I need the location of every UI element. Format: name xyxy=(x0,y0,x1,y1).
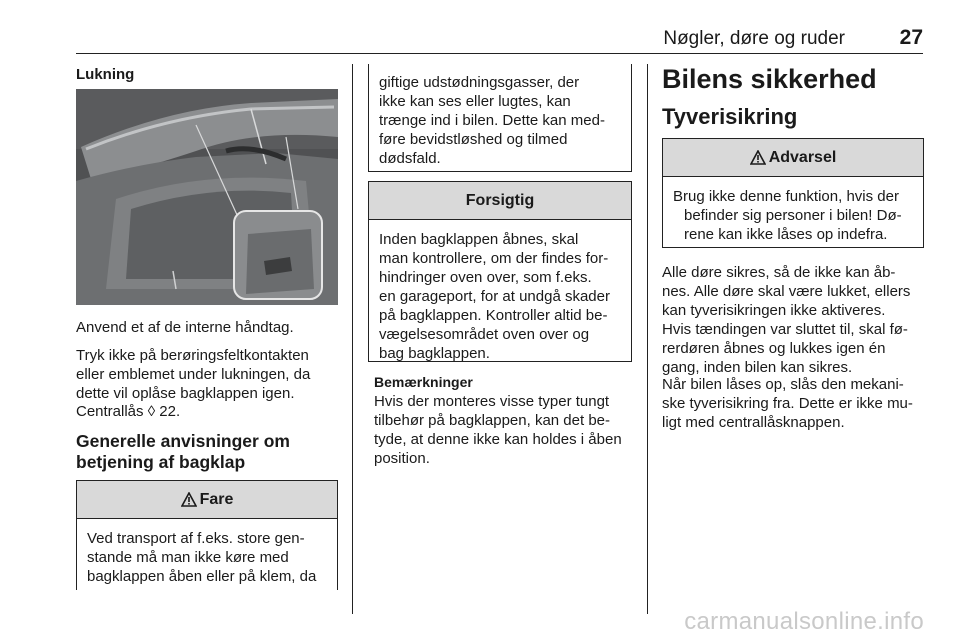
text-line: eller emblemet under lukningen, da xyxy=(76,366,311,383)
text-line: trænge ind i bilen. Dette kan med- xyxy=(379,112,605,129)
warning-box-body xyxy=(663,177,923,254)
text-line: på bagklappen. Kontroller altid be- xyxy=(379,307,608,324)
heading-line: betjening af bagklap xyxy=(76,452,246,472)
warning-triangle-icon xyxy=(750,150,766,165)
text-line: bag bagklappen. xyxy=(379,345,490,362)
text-line: Hvis der monteres visse typer tungt xyxy=(374,393,610,410)
text-line: hindringer oven over, som f.eks. xyxy=(379,269,592,286)
text-line: rerdøren åbnes og lukkes igen én xyxy=(662,340,886,357)
header-rule xyxy=(76,53,923,54)
text-line: stande må man ikke køre med xyxy=(87,549,289,566)
text-line: man kontrollere, om der findes for- xyxy=(379,250,609,267)
text-line: Hvis tændingen var sluttet til, skal fø- xyxy=(662,321,908,338)
page-header xyxy=(76,26,923,54)
cross-reference[interactable] xyxy=(76,402,180,421)
text-line: Brug ikke denne funktion, hvis der xyxy=(673,188,899,205)
heading-general-instructions xyxy=(76,431,290,473)
danger-box-continued-body xyxy=(369,64,631,178)
warning-box xyxy=(662,138,924,248)
tailgate-illustration xyxy=(76,89,338,305)
text-line: en garageport, for at undgå skader xyxy=(379,288,610,305)
text-line: tyde, at denne ikke kan holdes i åben xyxy=(374,431,622,448)
text-line: Tryk ikke på berøringsfeltkontakten xyxy=(76,347,309,364)
subheading-lukning: Lukning xyxy=(76,66,135,83)
notes-body xyxy=(374,392,622,468)
notes-section xyxy=(374,373,622,468)
watermark: carmanualsonline.info xyxy=(684,608,924,635)
paragraph-unlock xyxy=(662,375,913,432)
text-line: dødsfald. xyxy=(379,150,441,167)
text-line: Alle døre sikres, så de ikke kan åb- xyxy=(662,264,896,281)
section-title: Nøgler, døre og ruder xyxy=(663,28,845,49)
text-line: nes. Alle døre skal være lukket, ellers xyxy=(662,283,911,300)
xref-text[interactable]: Centrallås xyxy=(76,403,144,420)
text-line: føre bevidstløshed og tilmed xyxy=(379,131,568,148)
xref-page[interactable]: 22. xyxy=(159,403,181,420)
text-line: kan tyverisikringen ikke aktiveres. xyxy=(662,302,886,319)
caution-box-body xyxy=(369,220,631,373)
column-divider-2 xyxy=(647,64,648,614)
paragraph-touch-pad xyxy=(76,346,310,403)
danger-box-body xyxy=(77,519,337,596)
danger-box xyxy=(76,480,338,590)
danger-box-header xyxy=(77,481,337,519)
xref-arrow-icon: ◊ xyxy=(147,403,156,420)
chapter-title: Bilens sikkerhed xyxy=(662,64,877,94)
page-number: 27 xyxy=(899,26,923,49)
paragraph-ignition xyxy=(662,320,908,377)
text-line: ske tyverisikring fra. Dette er ikke mu- xyxy=(662,395,913,412)
warning-box-header xyxy=(663,139,923,177)
danger-label: Fare xyxy=(199,490,234,508)
notes-heading: Bemærkninger xyxy=(374,374,473,390)
text-line: bagklappen åben eller på klem, da xyxy=(87,568,317,585)
text-line: Ved transport af f.eks. store gen- xyxy=(87,530,305,547)
caution-box-header xyxy=(369,182,631,220)
caution-label: Forsigtig xyxy=(465,191,535,209)
text-line: Når bilen låses op, slås den mekani- xyxy=(662,376,904,393)
text-line: ikke kan ses eller lugtes, kan xyxy=(379,93,571,110)
paragraph-handles: Anvend et af de interne håndtag. xyxy=(76,319,294,336)
tailgate-photo xyxy=(76,89,338,305)
paragraph-all-doors xyxy=(662,263,910,320)
heading-line: Generelle anvisninger om xyxy=(76,431,290,451)
text-line: tilbehør på bagklappen, kan det be- xyxy=(374,412,610,429)
text-line: gang, inden bilen kan sikres. xyxy=(662,359,853,376)
text-line: rene kan ikke låses op indefra. xyxy=(684,226,888,243)
caution-box xyxy=(368,181,632,362)
danger-box-continued xyxy=(368,64,632,172)
text-line: dette vil oplåse bagklappen igen. xyxy=(76,385,295,402)
text-line: position. xyxy=(374,450,430,467)
text-line: giftige udstødningsgasser, der xyxy=(379,74,580,91)
text-line: vægelsesområdet oven over og xyxy=(379,326,590,343)
text-line: Inden bagklappen åbnes, skal xyxy=(379,231,579,248)
text-line: ligt med centrallåsknappen. xyxy=(662,414,845,431)
warning-triangle-icon xyxy=(181,492,197,507)
column-divider-1 xyxy=(352,64,353,614)
text-line: befinder sig personer i bilen! Dø- xyxy=(684,207,902,224)
warning-label: Advarsel xyxy=(768,148,837,166)
section-subtitle: Tyverisikring xyxy=(662,104,798,129)
